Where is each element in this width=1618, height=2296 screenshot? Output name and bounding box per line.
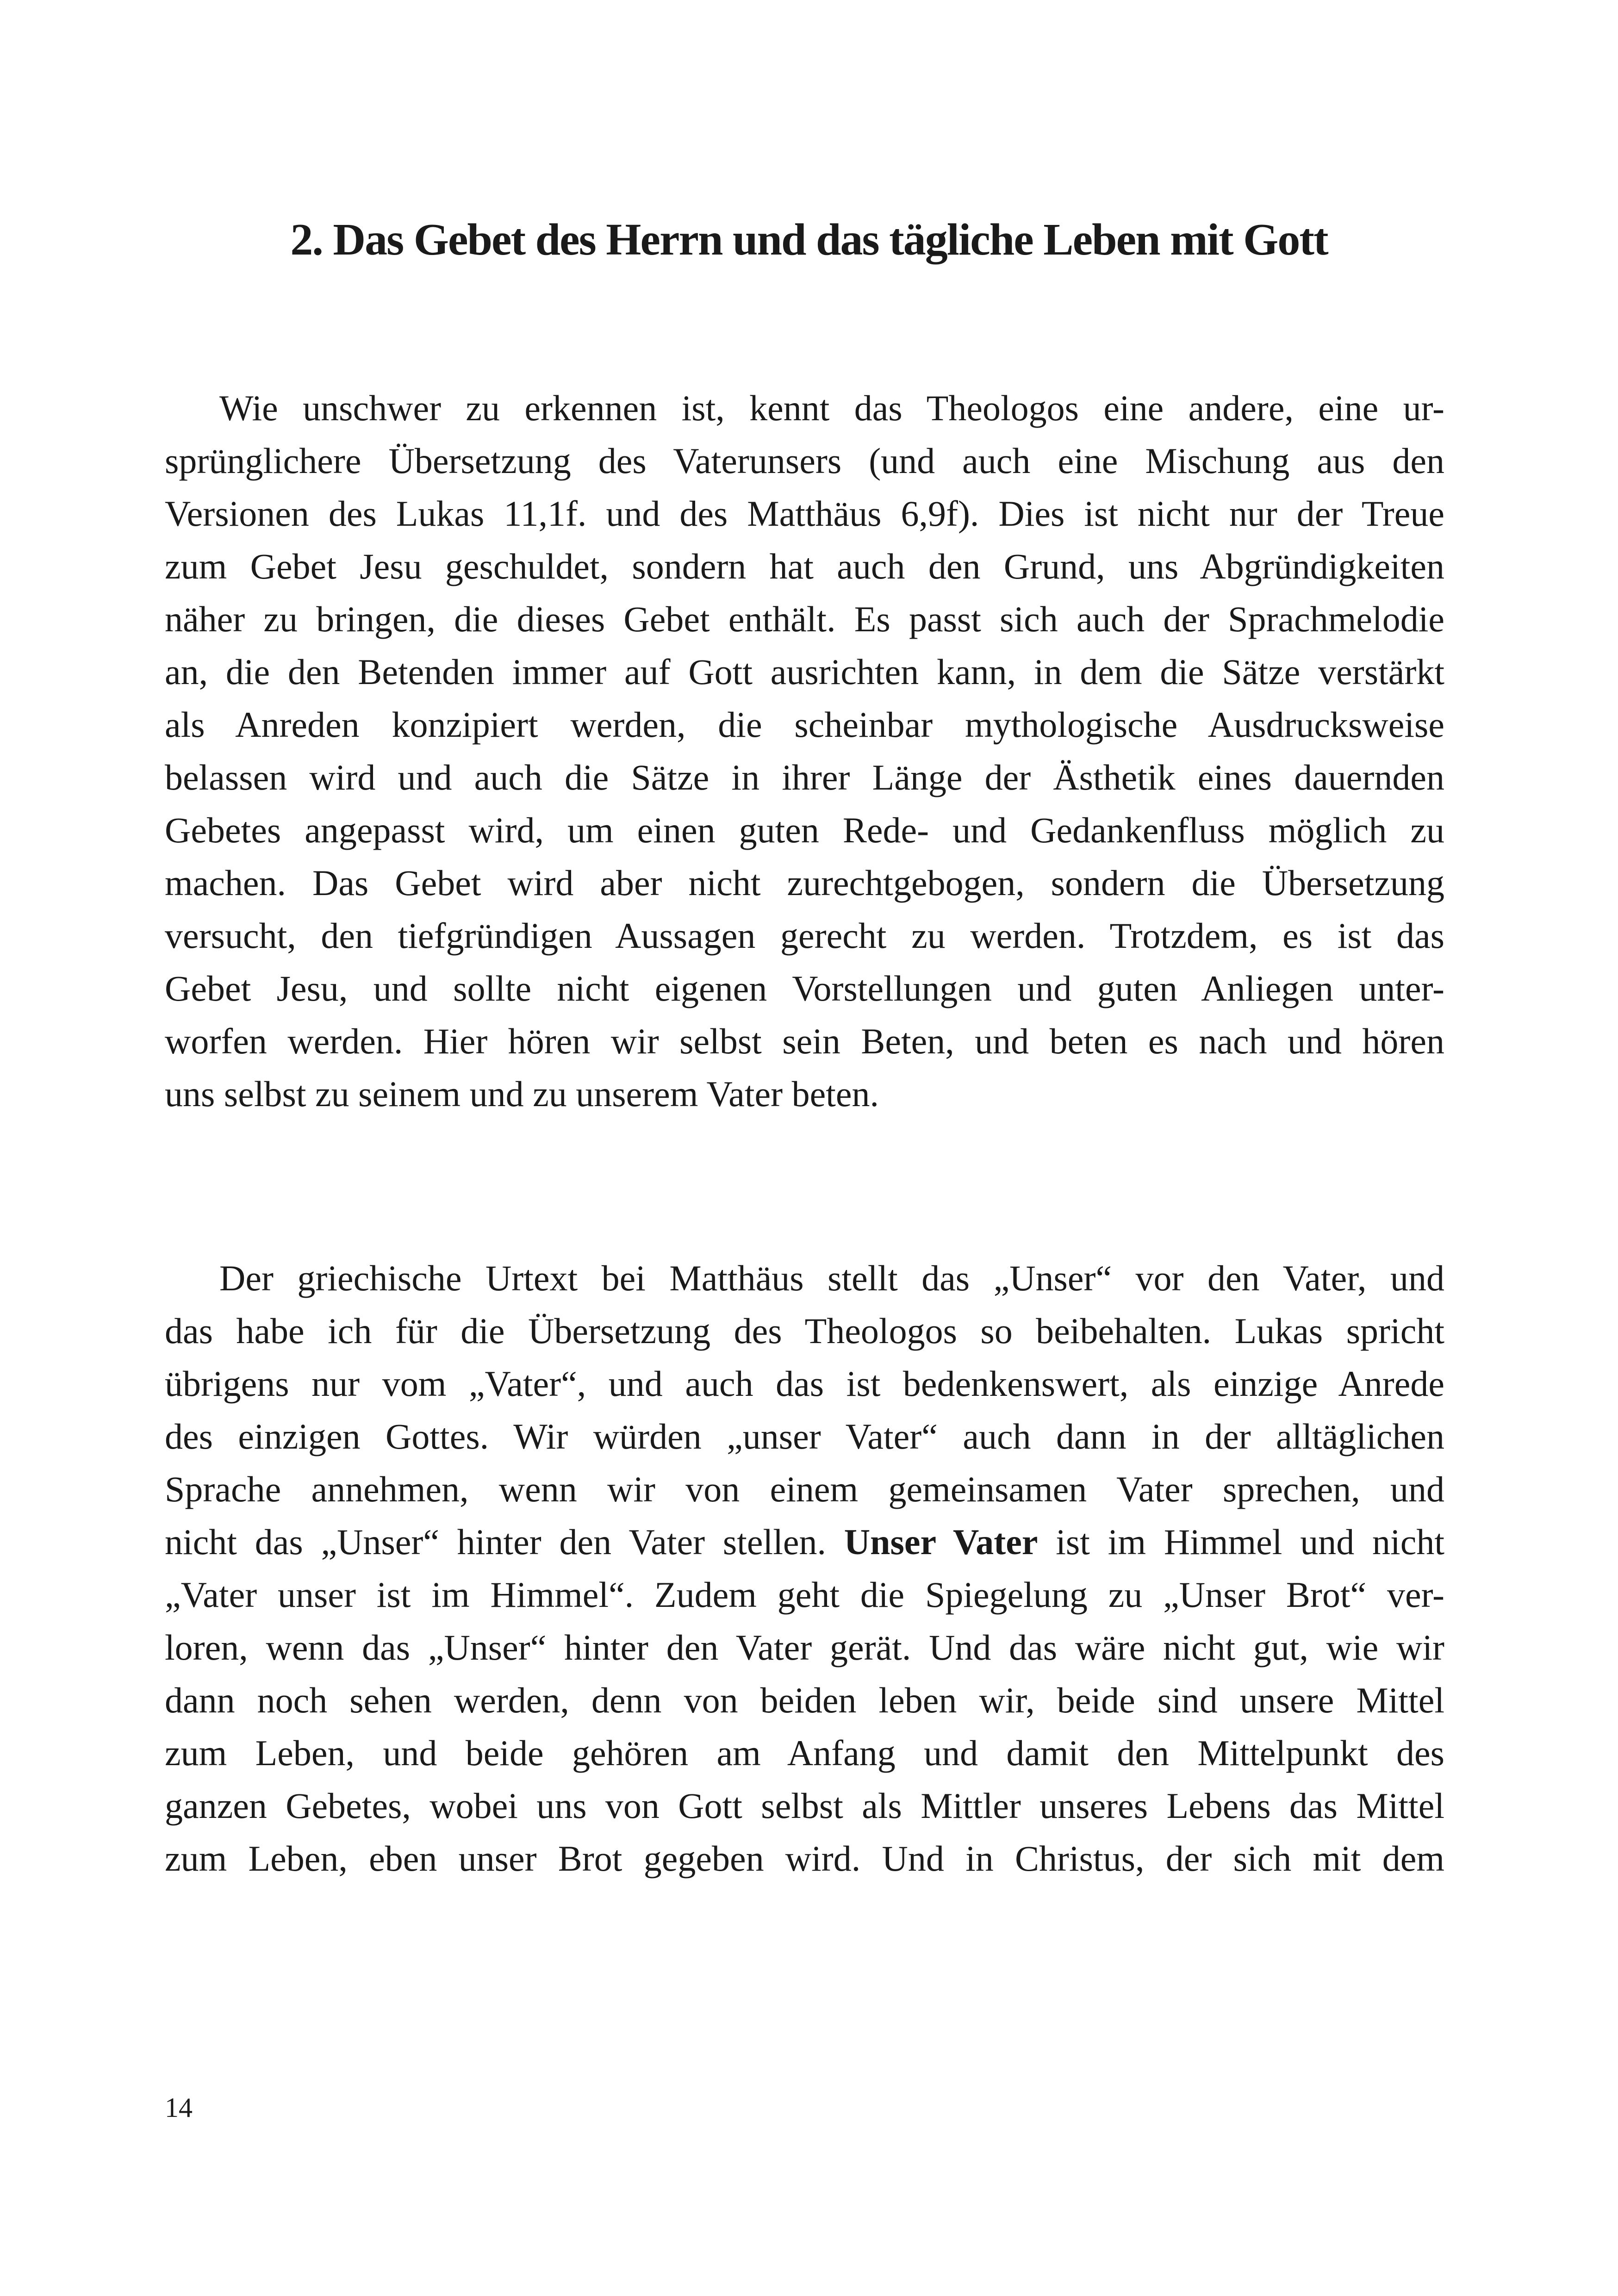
text-line: an, die den Betenden immer auf Gott ausrichten kann, in dem die Sätze verstärkt <box>165 652 1444 692</box>
text-segment: nicht das „Unser“ hinter den Vater stellen. <box>165 1522 844 1562</box>
page-number: 14 <box>165 2092 193 2123</box>
text-line: Gebetes angepasst wird, um einen guten Rede- und Gedankenfluss möglich zu <box>165 810 1444 850</box>
text-line: das habe ich für die Übersetzung des Theologos so beibehalten. Lukas spricht <box>165 1311 1444 1351</box>
text-line: loren, wenn das „Unser“ hinter den Vater gerät. Und das wäre nicht gut, wie wir <box>165 1627 1444 1668</box>
page-title: 2. Das Gebet des Herrn und das tägliche Leben mit Gott <box>290 215 1328 265</box>
text-line: uns selbst zu seinem und zu unserem Vater beten. <box>165 1074 879 1114</box>
text-line: näher zu bringen, die dieses Gebet enthält. Es passt sich auch der Sprachmelodie <box>165 599 1444 639</box>
text-line: sprünglichere Übersetzung des Vaterunsers (und auch eine Mischung aus den <box>165 441 1444 481</box>
text-line: zum Leben, eben unser Brot gegeben wird. Und in Christus, der sich mit dem <box>165 1838 1444 1879</box>
paragraph-1 <box>165 382 1444 1120</box>
text-line: des einzigen Gottes. Wir würden „unser Vater“ auch dann in der alltäglichen <box>165 1416 1444 1456</box>
emphasis-unser-vater: Unser Vater <box>844 1522 1038 1562</box>
text-line: Sprache annehmen, wenn wir von einem gemeinsamen Vater sprechen, und <box>165 1469 1444 1509</box>
text-line: dann noch sehen werden, denn von beiden leben wir, beide sind unsere Mittel <box>165 1680 1444 1720</box>
text-line: worfen werden. Hier hören wir selbst sein Beten, und beten es nach und hören <box>165 1021 1444 1061</box>
text-line: Wie unschwer zu erkennen ist, kennt das Theologos eine andere, eine ur- <box>219 388 1444 428</box>
text-line: belassen wird und auch die Sätze in ihrer Länge der Ästhetik eines dauernden <box>165 757 1444 797</box>
paragraph-2 <box>165 1252 1444 1885</box>
text-line: zum Gebet Jesu geschuldet, sondern hat auch den Grund, uns Abgründigkeiten <box>165 546 1444 586</box>
text-segment: ist im Himmel und nicht <box>1038 1522 1444 1562</box>
text-line: versucht, den tiefgründigen Aussagen gerecht zu werden. Trotzdem, es ist das <box>165 915 1444 956</box>
text-line: Versionen des Lukas 11,1f. und des Matthäus 6,9f). Dies ist nicht nur der Treue <box>165 493 1444 534</box>
text-line: übrigens nur vom „Vater“, und auch das ist bedenkenswert, als einzige Anrede <box>165 1363 1444 1404</box>
text-line: „Vater unser ist im Himmel“. Zudem geht die Spiegelung zu „Unser Brot“ ver- <box>165 1574 1444 1615</box>
text-line-with-emphasis <box>165 1516 1444 1568</box>
text-line: ganzen Gebetes, wobei uns von Gott selbst als Mittler unseres Lebens das Mittel <box>165 1786 1444 1826</box>
text-line: machen. Das Gebet wird aber nicht zurechtgebogen, sondern die Übersetzung <box>165 863 1444 903</box>
text-line: als Anreden konzipiert werden, die scheinbar mythologische Ausdrucksweise <box>165 704 1444 745</box>
text-line: Gebet Jesu, und sollte nicht eigenen Vorstellungen und guten Anliegen unter- <box>165 968 1444 1008</box>
text-line: zum Leben, und beide gehören am Anfang und damit den Mittelpunkt des <box>165 1733 1444 1773</box>
text-line: Der griechische Urtext bei Matthäus stellt das „Unser“ vor den Vater, und <box>219 1258 1444 1298</box>
